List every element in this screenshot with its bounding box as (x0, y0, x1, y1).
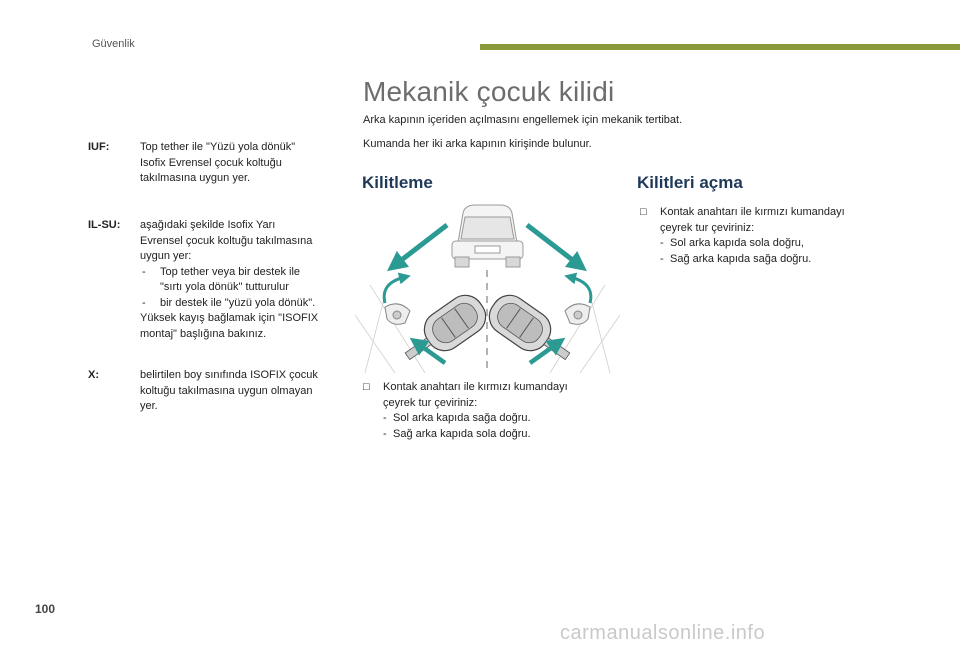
definition-line: belirtilen boy sınıfında ISOFIX çocuk (140, 369, 318, 381)
definition-line: Isofix Evrensel çocuk koltuğu (140, 156, 282, 169)
arrow-right-icon (527, 225, 579, 265)
definition-line: Evrensel çocuk koltuğu takılmasına (140, 234, 313, 247)
definition-line: Yüksek kayış bağlamak için "ISOFIX (140, 312, 319, 324)
intro-text: Arka kapının içeriden açılmasını engellemek için mekanik tertibat. (363, 114, 683, 126)
definition-line: uygun yer: (140, 250, 192, 262)
checkbox-bullet-icon: □ (363, 381, 370, 393)
lock-instructions: □ Kontak anahtarı ile kırmızı kumandayı çeyrek tur çeviriniz: - Sol arka kapıda sağa doğru. - Sağ arka kapıda sola doğru. (363, 381, 568, 440)
watermark: carmanualsonline.info (560, 622, 766, 644)
heading-locking: Kilitleme (362, 173, 433, 192)
header-accent-bar (480, 44, 960, 50)
heading-unlocking: Kilitleri açma (637, 173, 743, 192)
definition-list-item: - Top tether veya bir destek ile "sırtı yola dönük" tutturulur (142, 265, 301, 293)
definition-term: X: (88, 369, 99, 381)
definition-il-su (88, 218, 348, 348)
definition-term: IL-SU: (88, 219, 121, 231)
rotate-arrow-right-icon (570, 277, 591, 303)
arrow-left-icon (395, 225, 447, 265)
page-number: 100 (35, 602, 56, 616)
definition-list-item: - bir destek ile "yüzü yola dönük". (142, 296, 316, 309)
definition-line: yer. (140, 400, 158, 412)
section-title: Güvenlik (92, 38, 135, 50)
definition-iuf (88, 140, 348, 190)
location-text: Kumanda her iki arka kapının kirişinde bulunur. (363, 138, 592, 150)
definition-term: IUF: (88, 141, 110, 153)
lock-mechanism-right-icon (565, 304, 590, 325)
car-rear-icon (452, 205, 523, 267)
rotate-arrow-left-icon (384, 277, 405, 303)
definition-line: Top tether ile "Yüzü yola dönük" (140, 141, 296, 153)
definition-line: takılmasına uygun yer. (140, 172, 251, 184)
definition-line: koltuğu takılmasına uygun olmayan (140, 384, 313, 397)
checkbox-bullet-icon: □ (640, 206, 647, 218)
child-lock-illustration (355, 195, 620, 375)
page-title: Mekanik çocuk kilidi (363, 76, 615, 107)
definition-line: aşağıdaki şekilde Isofix Yarı (140, 219, 276, 231)
definition-line: montaj" başlığına bakınız. (140, 327, 267, 340)
unlock-instructions: □ Kontak anahtarı ile kırmızı kumandayı çeyrek tur çeviriniz: - Sol arka kapıda sola doğru, - Sağ arka kapıda sağa doğru. (640, 206, 845, 265)
definition-x (88, 368, 348, 418)
lock-mechanism-left-icon (385, 304, 410, 325)
